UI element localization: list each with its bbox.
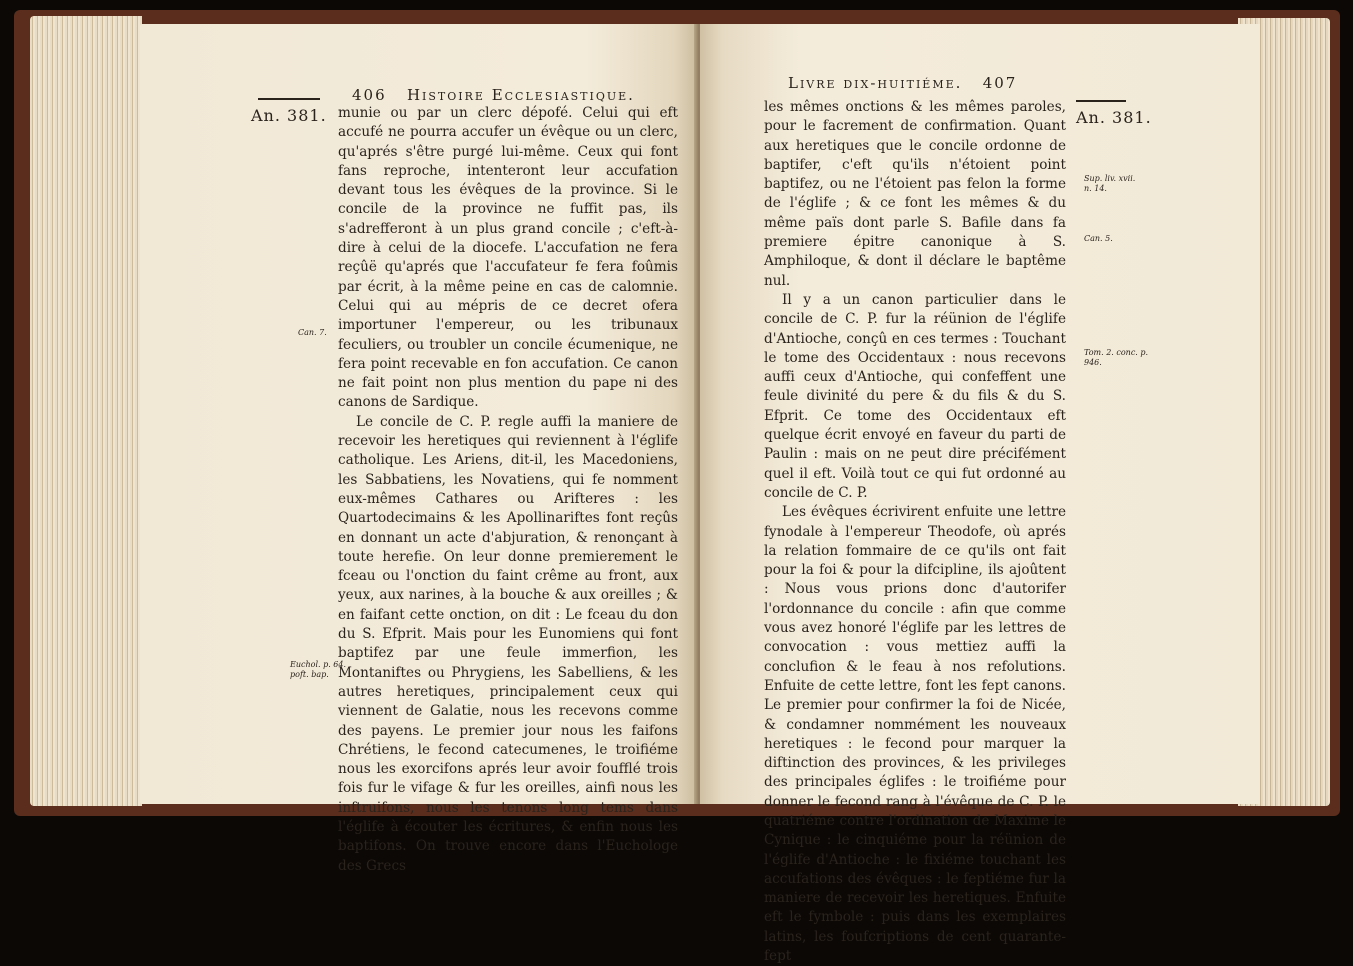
page-number: 406: [352, 86, 387, 104]
left-page: [140, 24, 696, 874]
margin-note: Euchol. p. 64.: [290, 660, 347, 669]
paragraph: Le concile de C. P. regle auffi la maniere de recevoir les heretiques qui reviennent à l'églife catholique. Les Ariens, dit-il, les Macedoniens, les Sabbatiens, les Novatiens, qui fe nomment eux-mêmes Cathares ou Arifteres : les Quartodecimains & les Apollinariftes font reçûs en donnant un acte d'abjuration, & renonçant à toute herefie. On leur donne premierement le fceau ou l'onction du faint crême au front, aux yeux, aux narines, à la bouche & aux oreilles ; & en faifant cette onction, on dit : Le fceau du don du S. Efprit. Mais pour les Eunomiens qui font baptifez par une feule immerfion, les Montaniftes ou Phrygiens, les Sabelliens, & les autres heretiques, principalement ceux qui viennent de Galatie, nous les recevons comme des payens. Le premier jour nous les faifons Chrétiens, le fecond catecumenes, le troifiéme nous les exorcifons aprés leur avoir foufflé trois fois fur le vifage & fur les oreilles, ainfi nous les inftruifons, nous les tenons long tems dans l'églife à écouter les écritures, & enfin nous les baptifons. On trouve encore dans l'Euchologe des Grecs: [338, 413, 678, 874]
margin-note: 946.: [1084, 358, 1102, 367]
left-page-header: [352, 86, 635, 104]
left-page-edges: [30, 16, 142, 806]
right-body-text: [764, 98, 1066, 966]
paragraph: Il y a un canon particulier dans le concile de C. P. fur la réünion de l'églife d'Antioche, conçû en ces termes : Touchant le tome des Occidentaux : nous recevons auffi ceux d'Antioche, qui confeffent une feule divinité du pere & du fils & du S. Efprit. Ce tome des Occidentaux eft quelque écrit envoyé en faveur du parti de Paulin : mais on ne peut dire précifément quel il eft. Voilà tout ce qui fut ordonné au concile de C. P.: [764, 291, 1066, 501]
right-page-header: [788, 74, 1017, 92]
running-head: Histoire Ecclesiastique.: [406, 86, 635, 104]
year-label: An. 381.: [251, 106, 327, 125]
margin-note: poft. bap.: [290, 670, 329, 679]
margin-note: Can. 5.: [1084, 234, 1113, 243]
margin-note: Tom. 2. conc. p.: [1084, 348, 1149, 357]
left-body-text: [338, 104, 678, 876]
right-page: [700, 24, 1260, 965]
margin-note: n. 14.: [1084, 184, 1107, 193]
header-rule: [258, 98, 320, 100]
margin-note: Sup. liv. xvii.: [1084, 174, 1136, 183]
year-label: An. 381.: [1076, 108, 1152, 127]
running-head: Livre dix-huitiéme.: [788, 74, 963, 92]
header-rule: [1076, 100, 1126, 102]
page-number: 407: [982, 74, 1018, 92]
margin-note: Can. 7.: [298, 328, 327, 337]
paragraph: munie ou par un clerc dépofé. Celui qui eft accufé ne pourra accufer un évêque ou un clerc, qu'aprés s'être purgé lui-même. Ceux qui font fans reproche, intenteront leur accufation devant tous les évêques de la province. Si le concile de la province ne fuffit pas, ils s'adrefferont à un plus grand concile ; c'eft-à-dire à celui de la diocefe. L'accufation ne fera reçûë qu'aprés que l'accufateur fe fera foûmis par écrit, à la même peine en cas de calomnie. Celui qui au mépris de ce decret ofera importuner l'empereur, ou les tribunaux feculiers, ou troubler un concile écumenique, ne fera point recevable en fon accufation. Ce canon ne fait point non plus mention du pape ni des canons de Sardique.: [338, 105, 678, 411]
paragraph: Les évêques écrivirent enfuite une lettre fynodale à l'empereur Theodofe, où aprés la relation fommaire de ce qu'ils ont fait pour la foi & pour la difcipline, ils ajoûtent : Nous vous prions donc d'autorifer l'ordonnance du concile : afin que comme vous avez honoré l'églife par les lettres de convocation : vous mettiez auffi la conclufion & le feau à nos refolutions. Enfuite de cette lettre, font les fept canons. Le premier pour confirmer la foi de Nicée, & condamner nommément les nouveaux heretiques : le fecond pour marquer la diftinction des provinces, & les privileges des principales églifes : le troifiéme pour donner le fecond rang à l'évêque de C. P. le quatriéme contre l'ordination de Maxime le Cynique : le cinquiéme pour la réünion de l'églife d'Antioche : le fixiéme touchant les accufations des évêques : le feptiéme fur la maniere de recevoir les heretiques. Enfuite eft le fymbole : puis dans les exemplaires latins, les foufcriptions de cent quarante-fept: [764, 504, 1066, 965]
paragraph: les mêmes onctions & les mêmes paroles, pour le facrement de confirmation. Quant aux heretiques que le concile ordonne de baptifer, c'eft qu'ils n'étoient point baptifez, ou ne l'étoient pas felon la forme de l'églife ; & ce font les mêmes & du même païs dont parle S. Bafile dans fa premiere épitre canonique à S. Amphiloque, & dont il déclare le baptême nul.: [764, 99, 1066, 289]
